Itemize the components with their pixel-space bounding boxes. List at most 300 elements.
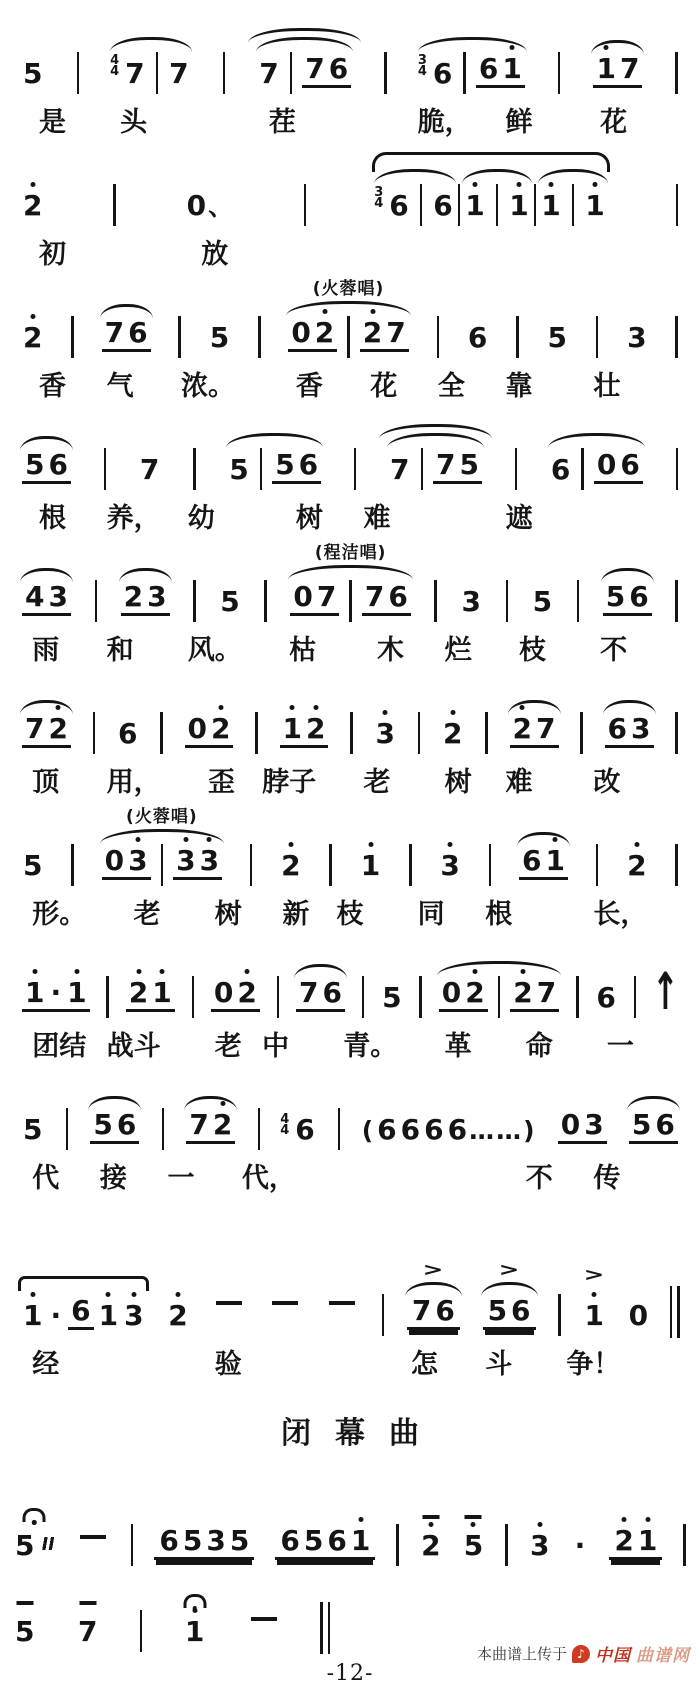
- note-run: [660, 1555, 662, 1560]
- note-digit: 5: [220, 585, 240, 618]
- time-signature-numerator: 4: [280, 1111, 290, 1127]
- note-run: [226, 448, 272, 484]
- barline: [349, 580, 352, 622]
- note-digit: 6: [629, 580, 649, 613]
- duration-dash: [329, 1301, 355, 1306]
- lyric-syllable: 用，: [106, 767, 161, 798]
- notes-row: [12, 12, 688, 92]
- barline: [534, 184, 537, 226]
- barline: [577, 580, 580, 622]
- lyric-syllable: 香: [295, 371, 323, 402]
- slur: [601, 568, 654, 583]
- notes-row: [12, 540, 688, 620]
- note-group: [20, 712, 73, 748]
- note-group: [207, 321, 232, 354]
- barline: [420, 184, 423, 226]
- note-digit: 1: [152, 976, 172, 1009]
- barline: [66, 1108, 69, 1150]
- note-digit: 6: [432, 57, 453, 90]
- barline: [77, 52, 80, 94]
- barline: [675, 712, 678, 754]
- note-digit: 7: [305, 52, 325, 85]
- music-system-6: [12, 672, 688, 796]
- lyric-syllable: 代: [32, 1163, 60, 1194]
- note-digit: 6: [447, 1113, 468, 1146]
- slur: [100, 829, 224, 844]
- lyrics-row: [12, 1024, 688, 1060]
- note-run: [361, 1113, 538, 1146]
- note-run: [186, 1108, 235, 1144]
- note-digit: 3: [461, 585, 481, 618]
- barline: [347, 316, 350, 358]
- note-group: [440, 717, 465, 750]
- note-digit: 6: [620, 448, 640, 481]
- note-group: [217, 585, 242, 618]
- note-group: [278, 712, 331, 748]
- note-group: [20, 189, 45, 222]
- note-group: [387, 448, 484, 484]
- note-digit: 5: [487, 1294, 508, 1327]
- augmentation-dot: ·: [50, 976, 62, 1009]
- final-double-barline: [670, 1286, 680, 1338]
- note-digit: 7: [104, 316, 125, 349]
- note-group: [458, 585, 483, 618]
- note-digit: 6: [467, 321, 488, 354]
- time-signature-denominator: 4: [110, 64, 120, 79]
- note-group: [607, 1524, 664, 1560]
- note-digit: 3: [375, 717, 395, 750]
- note-run: [22, 448, 71, 484]
- barline: [596, 316, 599, 358]
- slur: [184, 1096, 237, 1111]
- note-run: [20, 57, 45, 90]
- note-group: [280, 1111, 318, 1146]
- notes-row: [12, 804, 688, 884]
- lyric-syllable: 根: [485, 899, 513, 930]
- lyric-syllable: 老: [133, 899, 161, 930]
- note-group: [465, 321, 490, 354]
- note-digit: 3: [147, 580, 167, 613]
- lyric-syllable: 全: [437, 371, 465, 402]
- note-group: [544, 321, 569, 354]
- barline: [161, 844, 164, 886]
- lyric-syllable: 经: [32, 1349, 60, 1380]
- long-slur: [372, 152, 609, 172]
- note-digit: 2: [128, 976, 149, 1009]
- slur: [437, 961, 561, 976]
- note-run: [22, 976, 90, 1012]
- note-digit: 2: [614, 1524, 634, 1557]
- note-digit: 7: [189, 1108, 209, 1141]
- barline: [131, 1524, 134, 1566]
- music-system-8: [12, 936, 688, 1060]
- note-group: [626, 1299, 651, 1332]
- lyrics-row: [12, 760, 688, 796]
- note-run: [102, 844, 151, 880]
- accent-mark: >: [583, 1264, 605, 1286]
- note-group: [100, 807, 224, 880]
- slur: [226, 433, 323, 448]
- barline: [581, 448, 584, 490]
- overline-mark: [465, 1515, 482, 1519]
- time-signature: [417, 52, 427, 79]
- note-run: [462, 184, 531, 220]
- note-group: [119, 580, 172, 616]
- up-arrow-icon: ↑: [652, 961, 679, 1023]
- note-group: [273, 1524, 377, 1560]
- note-run: [115, 717, 140, 750]
- notes-row: [12, 276, 688, 356]
- note-digit: 2: [443, 717, 463, 750]
- note-group: [556, 1108, 609, 1144]
- note-run: [527, 1529, 552, 1562]
- note-group: [184, 189, 237, 222]
- barline: [558, 1294, 561, 1336]
- note-digit: 5: [459, 448, 479, 481]
- lyric-syllable: 战斗: [106, 1031, 161, 1062]
- time-signature-denominator: 4: [374, 196, 384, 211]
- note-group: [152, 1524, 256, 1560]
- accent-mark: >: [498, 1259, 520, 1281]
- note-digit: 2: [48, 712, 68, 745]
- note-group: [183, 712, 236, 748]
- time-signature-denominator: 4: [417, 64, 427, 79]
- music-system-12: [4, 1572, 696, 1650]
- note-digit: 1: [637, 1524, 658, 1557]
- note-digit: 6: [388, 580, 408, 613]
- note-group: [462, 184, 531, 220]
- time-signature: [374, 184, 384, 211]
- note-run: [12, 1615, 37, 1648]
- note-digit: 7: [619, 52, 640, 85]
- note-digit: 6: [400, 1113, 421, 1146]
- note-digit: 3: [627, 321, 647, 354]
- note-group: [373, 717, 398, 750]
- note-run: [624, 321, 649, 354]
- note-group: [20, 1299, 45, 1332]
- note-run: [519, 844, 568, 880]
- note-group: [379, 981, 404, 1014]
- note-digit: 7: [125, 57, 145, 90]
- time-signature: [280, 1111, 290, 1138]
- barline: [193, 448, 196, 490]
- note-group: [405, 1259, 462, 1330]
- note-digit: 7: [364, 580, 385, 613]
- lyrics-row: [12, 496, 688, 532]
- note-digit: 3: [440, 849, 460, 882]
- note-run: [252, 1555, 254, 1560]
- barline: [434, 580, 437, 622]
- note-digit: 6: [433, 189, 453, 222]
- barline: [382, 1294, 385, 1336]
- note-group: [45, 1299, 66, 1332]
- barline: [193, 580, 196, 622]
- upload-prefix-label: 本曲谱上传于: [476, 1645, 567, 1663]
- note-digit: 7: [411, 1294, 432, 1327]
- note-run: [20, 321, 45, 354]
- note-group: [548, 448, 645, 484]
- note-digit: 7: [390, 453, 410, 486]
- closing-score: [0, 1494, 700, 1650]
- barline: [675, 844, 678, 886]
- notes-row: [12, 1068, 688, 1148]
- notation-text: 、: [208, 191, 236, 221]
- note-digit: 5: [209, 321, 230, 354]
- lyric-syllable: 烂: [444, 635, 472, 666]
- barline: [354, 448, 357, 490]
- note-run: [373, 717, 398, 750]
- note-run: [173, 844, 222, 880]
- note-run: [288, 316, 337, 352]
- note-digit: 1: [350, 1524, 371, 1557]
- site-logo-icon: ♪: [572, 1645, 590, 1663]
- note-group: [418, 52, 527, 88]
- note-digit: 6: [478, 52, 499, 85]
- notes-row: [12, 408, 688, 488]
- time-signature-numerator: 3: [417, 52, 427, 68]
- note-run: [581, 1299, 606, 1332]
- barline: [675, 52, 678, 94]
- site-brand-primary: 中国: [595, 1646, 631, 1666]
- note-digit: 5: [547, 321, 567, 354]
- note-run: [594, 448, 643, 484]
- bracket-slur: [18, 1276, 149, 1291]
- music-system-11: [4, 1494, 696, 1564]
- note-digit: 1: [360, 849, 381, 882]
- lyric-syllable: 难: [363, 503, 391, 534]
- note-digit: 0: [628, 1299, 649, 1332]
- note-digit: 2: [23, 321, 43, 354]
- barline: [505, 1524, 508, 1566]
- lyric-syllable: 初: [39, 239, 67, 270]
- note-run: [296, 976, 345, 1012]
- note-digit: 2: [123, 580, 144, 613]
- note-group: [570, 1529, 591, 1562]
- barline: [106, 976, 109, 1018]
- note-digit: 5: [382, 981, 402, 1014]
- lyric-syllable: 是: [39, 107, 67, 138]
- note-group: [538, 184, 607, 220]
- note-run: [339, 580, 362, 616]
- note-digit: 6: [71, 1294, 91, 1327]
- note-digit: 6: [48, 448, 68, 481]
- note-digit: 1: [23, 1299, 43, 1332]
- note-run: [409, 1294, 458, 1330]
- note-run: [476, 52, 525, 88]
- lyrics-row: [12, 100, 688, 136]
- note-digit: 1: [67, 976, 87, 1009]
- note-run: [20, 849, 45, 882]
- note-run: [558, 1108, 607, 1144]
- augmentation-dot: ·: [574, 1529, 586, 1562]
- note-group: [20, 976, 92, 1012]
- note-run: [418, 1529, 443, 1562]
- note-run: [12, 1529, 37, 1562]
- barline: [104, 448, 107, 490]
- lyric-syllable: 壮: [593, 371, 621, 402]
- note-run: [458, 1325, 460, 1330]
- slur: [481, 1282, 538, 1297]
- lyrics-row: [12, 1156, 688, 1192]
- barline: [437, 316, 440, 358]
- note-digit: 2: [512, 712, 533, 745]
- music-system-2: [12, 144, 688, 268]
- note-digit: 5: [93, 1108, 113, 1141]
- note-digit: 6: [159, 1524, 179, 1557]
- note-run: [45, 1299, 66, 1332]
- note-digit: 6: [607, 712, 628, 745]
- note-group: [461, 1529, 486, 1562]
- note-group: [20, 1113, 45, 1146]
- note-digit: 2: [513, 976, 533, 1009]
- singer-annotation: (程洁唱): [314, 543, 387, 563]
- duration-dash: [80, 1535, 106, 1540]
- slur: [286, 301, 410, 316]
- note-run: [277, 1524, 373, 1560]
- slur: [110, 37, 192, 52]
- note-run: [185, 712, 234, 748]
- lyric-syllable: 枝: [519, 635, 546, 666]
- note-group: [286, 279, 410, 352]
- note-group: [88, 1108, 141, 1144]
- note-run: [211, 976, 260, 1012]
- music-system-7: [12, 804, 688, 928]
- note-digit: 5: [631, 1108, 652, 1141]
- barline: [496, 184, 499, 226]
- note-digit: 2: [211, 712, 231, 745]
- note-run: [570, 1529, 591, 1562]
- barline: [304, 184, 307, 226]
- note-run: [22, 712, 71, 748]
- note-run: [544, 321, 569, 354]
- note-run: [626, 1299, 651, 1332]
- music-system-1: [12, 12, 688, 136]
- note-digit: 7: [299, 976, 319, 1009]
- notes-row: [12, 672, 688, 752]
- note-group: [651, 961, 680, 1023]
- lyric-syllable: 鲜: [505, 107, 533, 138]
- overline-mark: [422, 1515, 439, 1519]
- slur: [418, 37, 527, 52]
- barline: [676, 184, 679, 226]
- note-run: [611, 1524, 660, 1560]
- note-group: [96, 1299, 121, 1332]
- note-run: [156, 1524, 252, 1560]
- notation-text: (: [361, 1115, 376, 1145]
- barline: [258, 1108, 261, 1150]
- note-digit: 5: [275, 448, 295, 481]
- note-group: [124, 976, 177, 1012]
- barline: [384, 52, 387, 94]
- note-group: [256, 52, 353, 88]
- note-digit: 0: [186, 189, 207, 222]
- duration-dash: [272, 1301, 298, 1306]
- notes-row: [4, 1494, 696, 1564]
- note-group: [361, 1113, 538, 1146]
- uploader-credit: [477, 1641, 690, 1666]
- barline: [498, 976, 501, 1018]
- note-run: [75, 1615, 100, 1648]
- lyric-syllable: 枝: [336, 899, 364, 930]
- note-group: [517, 844, 570, 880]
- slur: [100, 304, 153, 319]
- note-digit: 7: [25, 712, 45, 745]
- note-group: [591, 52, 644, 88]
- note-group: [20, 321, 45, 354]
- note-digit: 6: [280, 1524, 300, 1557]
- lyric-syllable: 改: [593, 767, 621, 798]
- note-digit: 6: [655, 1108, 675, 1141]
- notes-row: [12, 1246, 688, 1334]
- note-run: [358, 849, 383, 882]
- lyric-syllable: 一: [167, 1163, 195, 1194]
- lyrics-row: [12, 892, 688, 928]
- slur: [517, 832, 570, 847]
- lyric-syllable: 同: [417, 899, 445, 930]
- note-digit: 5: [229, 453, 249, 486]
- note-run: [22, 580, 71, 616]
- note-digit: 5: [15, 1615, 35, 1648]
- note-digit: 2: [306, 712, 326, 745]
- note-digit: 6: [596, 981, 616, 1014]
- note-digit: 6: [377, 1113, 397, 1146]
- note-group: [624, 321, 649, 354]
- note-group: [184, 1108, 237, 1144]
- note-run: [137, 453, 162, 486]
- lyric-syllable: 树: [444, 767, 472, 798]
- note-run: [458, 585, 483, 618]
- note-run: [430, 52, 476, 88]
- augmentation-dot: ·: [50, 1299, 62, 1332]
- note-digit: 2: [237, 976, 257, 1009]
- lyric-syllable: 脖子: [262, 767, 317, 798]
- note-digit: 0: [441, 976, 462, 1009]
- note-digit: 3: [128, 844, 148, 877]
- note-group: [100, 316, 153, 352]
- note-digit: 1: [502, 52, 522, 85]
- lyrics-row: [12, 628, 688, 664]
- note-digit: 2: [465, 976, 485, 1009]
- note-group: [20, 580, 73, 616]
- notation-text: …: [469, 1115, 497, 1145]
- note-digit: 6: [511, 1294, 531, 1327]
- barline: [250, 844, 253, 886]
- notation-text: …: [496, 1115, 524, 1145]
- note-run: [20, 1299, 45, 1332]
- lyric-syllable: 传: [593, 1163, 621, 1194]
- barline: [350, 712, 353, 754]
- slur: [379, 424, 492, 439]
- note-digit: 1: [545, 844, 565, 877]
- barline: [634, 976, 637, 1018]
- note-group: [20, 448, 73, 484]
- lyrics-row: [12, 232, 688, 268]
- slur: [248, 28, 361, 43]
- barline: [516, 316, 519, 358]
- note-run: [102, 316, 151, 352]
- barline: [95, 580, 98, 622]
- barline: [260, 448, 263, 490]
- barline: [485, 712, 488, 754]
- note-digit: 2: [421, 1529, 441, 1562]
- barline: [396, 1524, 399, 1566]
- note-digit: 7: [536, 976, 557, 1009]
- note-run: [485, 1294, 534, 1330]
- barline: [328, 1602, 331, 1654]
- note-digit: 5: [15, 1529, 35, 1562]
- slur: [405, 1282, 462, 1297]
- note-group: [624, 849, 649, 882]
